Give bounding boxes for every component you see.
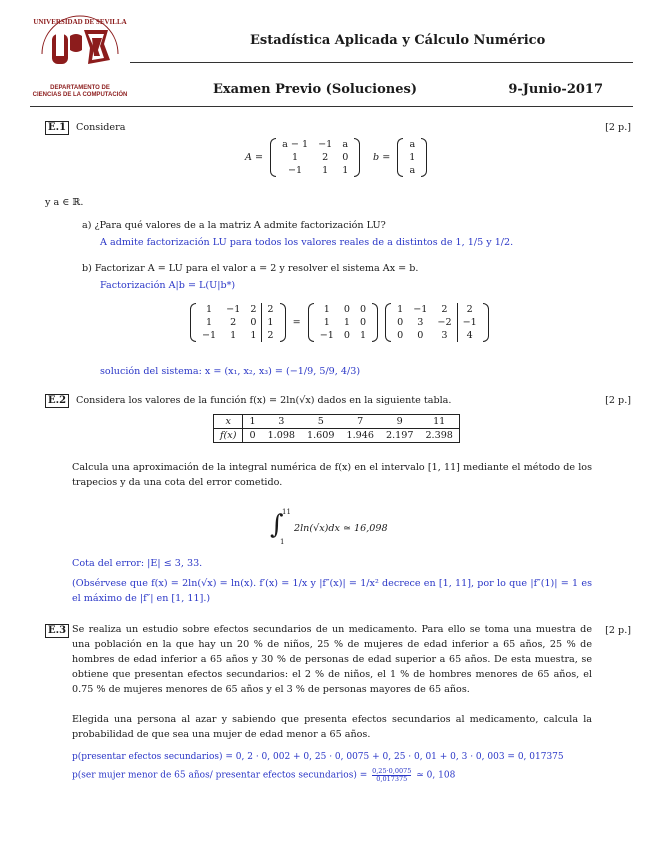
matrix-cell: a [342,139,349,150]
matrix-A-name: A = [245,152,264,163]
table-cell: 7 [341,415,380,429]
matrix-cell: −2 [432,316,457,329]
vector-b-block [373,138,427,177]
table-cell: 3 [262,415,301,429]
matrix-cell: 1 [206,304,213,315]
e3-text-1: Se realiza un estudio sobre efectos secundarios de un medicamento. Para ello se toma una muestra de una población en la que hay un 20 % de niños, 25 % de mujeres de edad inferior a 65 años, 25 % de hombres de edad inferior a 65 años y 30 % de personas de edad superior a 65 años. De esta muestra, se obtiene que presentan efectos secundarios: el 2 % de niños, el 1 % de hombres menores de 65 años, el 0.75 % de mujeres menores de 65 años y el 3 % de personas mayores de 65 años. [72,624,592,695]
matrix-cell: 0 [359,317,367,328]
matrix-cell: −1 [288,165,303,176]
matrix-cell: −1 [202,330,217,341]
matrix-cell: 3 [432,329,457,342]
matrix-cell: −1 [319,330,334,341]
e3-label: E.3 [45,624,69,638]
matrix-cell: 2 [466,304,473,315]
e2-task: Calcula una aproximación de la integral numérica de f(x) en el intervalo [1, 11] mediante el método de los trapecios y da una cota del error cometido. [72,462,592,488]
matrix-cell: 1 [323,304,330,315]
matrix-cell: 0 [343,304,350,315]
logo-caption-2: CIENCIAS DE LA COMPUTACIÓN [32,92,128,98]
matrix-cell: 2 [245,303,262,316]
matrix-cell: 1 [322,165,329,176]
matrix-cell: 0 [342,152,349,163]
e2-intro: Considera los valores de la función f(x) = 2ln(√x) dados en la siguiente tabla. [76,395,452,406]
e1-points: [2 p.] [605,122,631,133]
values-table [213,414,460,443]
matrix-cell: −1 [226,304,241,315]
lu-equals: = [292,317,301,328]
integral-expression [270,508,470,548]
matrix-cell: −1 [462,317,477,328]
matrix-cell: 1 [397,304,404,315]
vector-b [397,138,427,177]
exam-date: 9-Junio-2017 [508,82,603,97]
table-cell: 9 [380,415,419,429]
integral-upper: 11 [282,508,291,516]
matrix-cell: 4 [466,330,473,341]
page-title: Estadística Aplicada y Cálculo Numérico [250,33,546,48]
logo-text-top: UNIVERSIDAD DE SEVILLA [33,18,127,26]
e3-text-2: Elegida una persona al azar y sabiendo que presenta efectos secundarios al medicamento, calcula la probabilidad de que sea una mujer de edad menor a 65 años. [72,714,592,740]
matrix-L [308,303,378,342]
matrix-Ub [385,303,489,342]
matrix-cell: 0 [359,304,367,315]
matrix-cell: 1 [323,317,330,328]
e2-error-bound: Cota del error: |E| ≤ 3, 33. [72,558,203,569]
table-cell: 1 [243,415,262,429]
matrix-A [270,138,360,177]
matrix-cell: 0 [417,330,424,341]
matrix-cell: 1 [343,317,350,328]
matrix-Ab [190,303,286,342]
matrix-cell: 0 [397,330,404,341]
table-cell: 1.946 [341,429,380,443]
matrix-cell: 2 [322,152,329,163]
e1-intro: Considera [76,122,126,133]
matrix-cell: a [409,139,416,150]
exam-title: Examen Previo (Soluciones) [213,82,417,97]
matrix-cell: 2 [267,304,274,315]
table-cell: 5 [301,415,340,429]
e3-answer-2-left: p(ser mujer menor de 65 años/ presentar efectos secundarios) = [72,770,368,781]
matrix-cell: 1 [409,152,416,163]
matrix-cell: 0 [397,317,404,328]
matrix-cell: 1 [342,165,349,176]
e2-points: [2 p.] [605,395,631,406]
matrix-cell: a − 1 [282,139,309,150]
integral-sign: ∫ [270,510,284,540]
matrix-cell: 1 [230,330,237,341]
matrix-cell: 1 [292,152,299,163]
logo-caption-1: DEPARTAMENTO DE [50,85,110,91]
header-rule-1 [130,62,633,63]
matrix-cell: 1 [359,330,367,341]
matrix-cell: 2 [267,330,274,341]
matrix-cell: −1 [318,139,333,150]
e3-answer-2 [72,768,455,783]
university-logo [30,10,130,102]
e1-factorization-label: Factorización A|b = L(U|b*) [100,280,236,291]
e3-points: [2 p.] [605,625,631,636]
lu-equation [190,303,489,342]
e1-question-a: a) ¿Para qué valores de a la matriz A admite factorización LU? [82,220,386,231]
matrix-cell: 3 [417,317,424,328]
table-cell: 11 [419,415,459,429]
matrix-cell: a [409,165,416,176]
matrix-cell: 0 [343,330,350,341]
e3-fraction-num: 0,25·0,0075 [372,767,412,775]
table-cell: 2.197 [380,429,419,443]
table-cell: 1.098 [262,429,301,443]
e3-fraction-den: 0,017375 [376,775,408,783]
matrix-cell: 1 [206,317,213,328]
matrix-cell: 0 [245,316,262,329]
matrix-cell: 2 [432,303,457,316]
university-seal-icon [30,10,130,82]
e1-solution: solución del sistema: x = (x₁, x₂, x₃) = (−1/9, 5/9, 4/3) [100,366,361,377]
integral-body: 2ln(√x)dx ≃ 16,098 [294,523,388,534]
integral-lower: 1 [280,538,285,546]
e2-label: E.2 [45,394,69,408]
e3-answer-2-right: ≃ 0, 108 [416,770,456,781]
matrix-A-block [245,138,360,177]
header-rule-2 [30,106,633,107]
e3-answer-1: p(presentar efectos secundarios) = 0, 2 · 0, 002 + 0, 25 · 0, 0075 + 0, 25 · 0, 01 + 0, 3 · 0, 003 = 0, 017375 [72,752,564,762]
matrix-cell: −1 [413,304,428,315]
e1-question-b: b) Factorizar A = LU para el valor a = 2 y resolver el sistema Ax = b. [82,263,419,274]
table-cell: 1.609 [301,429,340,443]
vector-b-name: b = [373,152,391,163]
e1-domain: y a ∈ ℝ. [45,197,84,208]
e2-note: (Obsérvese que f(x) = 2ln(√x) = ln(x). f′(x) = 1/x y |f″(x)| = 1/x² decrece en [1, 11], por lo que |f″(1)| = 1 es el máximo de |f″| en [1, 11].) [72,578,592,604]
matrix-cell: 2 [230,317,237,328]
e1-answer-a: A admite factorización LU para todos los valores reales de a distintos de 1, 1/5 y 1/2. [100,237,514,248]
table-cell: 2.398 [419,429,459,443]
matrix-cell: 1 [245,329,262,342]
matrix-cell: 1 [267,317,274,328]
table-header-cell: x [214,415,243,429]
table-header-cell: f(x) [214,429,243,443]
e1-label: E.1 [45,121,69,135]
table-cell: 0 [243,429,262,443]
